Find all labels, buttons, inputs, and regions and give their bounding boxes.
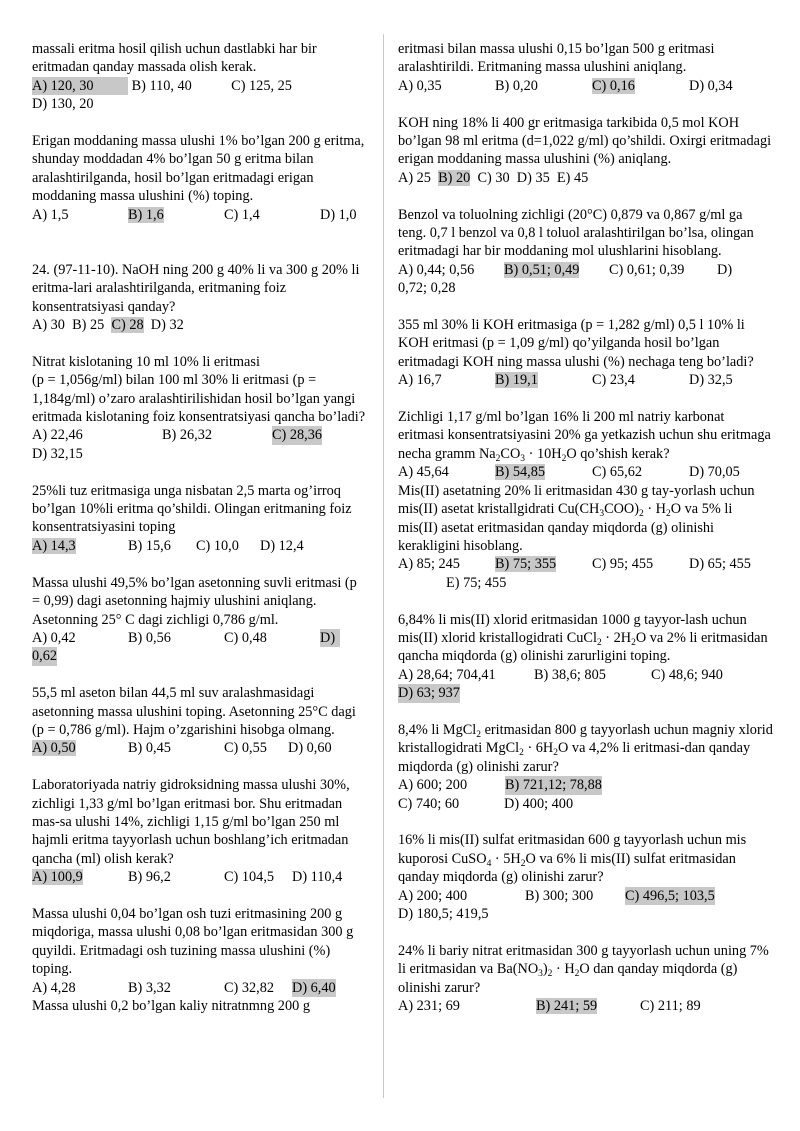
question-block (398, 316, 774, 390)
question-block (398, 482, 774, 592)
answer-options (398, 261, 774, 298)
answer-option: D) (717, 261, 733, 278)
answer-option: B) 15,6 (128, 537, 171, 554)
answer-option: D) (320, 629, 340, 647)
answer-option: B) 75; 355 (495, 556, 557, 573)
answer-option: A) 4,28 (32, 979, 76, 996)
answer-option: C) 1,4 (224, 206, 260, 223)
question-text: 16% li mis(II) sulfat eritmasidan 600 g tayyorlash uchun mis kuporosi CuSO$_4$ · $5H_2O$ va 6% li mis(II) sulfat eritmasidan qanday miqdorda (g) olinishi zarur? (398, 832, 747, 886)
question-block (398, 40, 774, 95)
answer-option: B) 0,45 (128, 740, 171, 757)
answer-option: B) 300; 300 (525, 887, 594, 904)
answer-option: C) 0,16 (592, 77, 635, 94)
answer-option: C) 48,6; 940 (651, 666, 723, 683)
question-text: 55,5 ml aseton bilan 44,5 ml suv aralashmasidagi asetonning massa ulushini toping. Asetonning 25°C dagi (32, 685, 356, 720)
answer-option: 0,72; 0,28 (398, 280, 456, 297)
answer-option: A) 200; 400 (398, 887, 468, 904)
answer-options (32, 739, 368, 757)
answer-option: D) 63; 937 (398, 685, 460, 702)
answer-option: B) 1,6 (128, 206, 164, 223)
answer-option: C) 104,5 (224, 869, 275, 886)
question-block (398, 942, 774, 1016)
question-block (398, 206, 774, 298)
question-block (398, 721, 774, 813)
answer-options (398, 887, 774, 924)
answer-option: D) 70,05 (689, 464, 740, 481)
question-text: Erigan moddaning massa ulushi 1% bo’lgan 200 g eritma, shunday moddadan 4% bo’lgan 50 g eritma bilan aralashtirilganda, hosil bo’lgan eritmadagi erigan moddaning massa ulushini (%) toping. (32, 133, 365, 205)
question-text: Laboratoriyada natriy gidroksidning massa ulushi 30%, zichligi 1,33 g/ml bo’lgan eritmasi bor. Shu eritmadan mas-sa ulushi 14%, zichligi 1,15 g/ml bo’lgan 250 ml hajmli eritma tayyorlash uchun boshlang’ich eritmadan qancha (ml) olish kerak? (32, 777, 350, 867)
question-text: (p = 0,786 g/ml). Hajm o’zgarishini hisobga olmang. (32, 721, 335, 738)
answer-option: A) 16,7 (398, 372, 442, 389)
answer-option: C) 10,0 (196, 537, 239, 554)
answer-option: B) 96,2 (128, 869, 171, 886)
answer-option: C) 28 (111, 317, 144, 334)
answer-option: C) 32,82 (224, 979, 275, 996)
question-text: Massa ulushi 0,04 bo’lgan osh tuzi eritmasining 200 g miqdoriga, massa ulushi 0,08 bo’lgan eritmasidan 300 g quyildi. Eritmadagi osh tuzining massa ulushini (%) toping. (32, 905, 354, 978)
answer-option: B) 241; 59 (536, 998, 598, 1014)
question-block (398, 611, 774, 703)
answer-option: C) 23,4 (592, 372, 635, 389)
answer-option: 0,62 (32, 648, 58, 665)
question-text: KOH ning 18% li 400 gr eritmasiga tarkibida 0,5 mol KOH bo’lgan 98 ml eritma (d=1,022 g/ml) qo’shildi. Oxirgi eritmadagi erigan moddaning massa ulushini (%) aniqlang. (398, 114, 772, 168)
answer-option: A) 1,5 (32, 206, 69, 223)
question-text: 355 ml 30% li KOH eritmasiga (p = 1,282 g/ml) 0,5 l 10% li KOH eritmasi (p = 1,09 g/ml) qo’yilganda hosil bo’lgan eritmadagi KOH ning massa ulushi (%) nechaga teng bo’ladi? (398, 317, 754, 370)
answer-option: A) 0,44; 0,56 (398, 261, 475, 278)
answer-option: D) 12,4 (260, 537, 304, 554)
question-text: Benzol va toluolning zichligi (20°C) 0,879 va 0,867 g/ml ga teng. 0,7 l benzol va 0,8 l toluol aralashtirilgan bo’lsa, olingan eritmadagi har bir moddaning mol ulushlarini hisoblang. (398, 206, 754, 260)
answer-option: C) 0,55 (224, 740, 267, 757)
answer-option: A) 231; 69 (398, 998, 460, 1014)
answer-option: A) 45,64 (398, 464, 449, 481)
answer-option: C) 30 (477, 169, 510, 186)
column-divider (383, 34, 384, 1098)
answer-option: A) 30 (32, 317, 65, 334)
question-block (398, 408, 774, 482)
answer-option: B) 20 (438, 169, 471, 186)
answer-options (398, 463, 774, 481)
answer-option: D) 0,34 (689, 77, 733, 94)
answer-option: D) 35 (516, 169, 550, 186)
answer-options (32, 629, 368, 666)
question-block (398, 831, 774, 923)
question-block (32, 905, 368, 1015)
answer-option: B) 110, 40 (131, 77, 192, 94)
answer-option: B) 25 (72, 317, 105, 334)
answer-options (398, 371, 774, 389)
question-text: 6,84% li mis(II) xlorid eritmasidan 1000 g tayyor-lash uchun mis(II) xlorid kristallogidrati CuCl$_2$ · $2H_2O$ va 2% li eritmasidan qancha miqdorda (g) olinishi zarurligini toping. (398, 611, 768, 665)
question-text: Massa ulushi 0,2 bo’lgan kaliy nitratnmng 200 g (32, 997, 310, 1014)
answer-option: C) 740; 60 (398, 795, 460, 812)
answer-option: C) 28,36 (272, 427, 323, 444)
answer-option: E) 75; 455 (446, 574, 507, 591)
right-column (398, 40, 774, 1015)
answer-options (32, 316, 368, 334)
question-text: (p = 1,056g/ml) bilan 100 ml 30% li eritmasi (p = 1,184g/ml) o’zaro aralashtirilishidan hosil bo’lgan yangi eritmada kislotaning foiz konsentratsiyasi qancha bo’ladi? (32, 372, 366, 426)
question-block (398, 114, 774, 188)
answer-option: C) 65,62 (592, 464, 643, 481)
answer-option: D) 65; 455 (689, 556, 751, 573)
question-text: Mis(II) asetatning 20% li eritmasidan 430 g tay-yorlash uchun mis(II) asetat kristallgidrati $Cu(CH_3COO)_2 \cdot H_2O$ va 5% li mis(II) asetat eritmasidan qanday miqdorda (g) olinishi kerakligini hisoblang. (398, 482, 755, 554)
question-text: Zichligi 1,17 g/ml bo’lgan 16% li 200 ml natriy karbonat eritmasi konsentratsiyasini 20% ga yetkazish uchun shu eritmaga necha gramm $Na_2CO_3 \cdot 10H_2O$ qo’shish kerak? (398, 409, 771, 464)
answer-option: B) 3,32 (128, 979, 171, 996)
answer-option: A) 28,64; 704,41 (398, 666, 496, 683)
answer-option: B) 0,20 (495, 77, 538, 94)
question-text: 8,4% li MgCl$_2$ eritmasidan 800 g tayyorlash uchun magniy xlorid kristallogidrati MgCl$_2$ · $6H_2O$ va 4,2% li eritmasi-dan qanday miqdorda (g) olinishi zarur? (398, 721, 773, 775)
answer-option: B) 26,32 (162, 427, 213, 444)
answer-option: A) 0,50 (32, 740, 76, 757)
answer-option: D) 180,5; 419,5 (398, 905, 489, 922)
answer-option: A) 85; 245 (398, 556, 460, 573)
question-text: 24% li bariy nitrat eritmasidan 300 g tayyorlash uchun uning 7% li eritmasidan va $Ba(NO_3)_2 \cdot H_2O$ dan qanday miqdorda (g) olinishi zarur? (398, 942, 769, 996)
answer-option: A) 120, 30 (32, 77, 128, 95)
answer-option: C) 0,61; 0,39 (609, 261, 685, 278)
answer-options (32, 77, 368, 114)
answer-option: C) 125, 25 (231, 77, 292, 94)
answer-option: C) 496,5; 103,5 (625, 887, 715, 904)
question-block (32, 574, 368, 666)
answer-option: B) 19,1 (495, 372, 538, 389)
question-text: Nitrat kislotaning 10 ml 10% li eritmasi (32, 353, 260, 370)
answer-option: B) 721,12; 78,88 (505, 777, 602, 794)
question-text: Massa ulushi 49,5% bo’lgan asetonning suvli eritmasi (p = 0,99) dagi asetonning hajmiy ulushini aniqlang. Asetonning 25° C dagi zichligi 0,786 g/ml. (32, 574, 357, 628)
answer-option: A) 0,35 (398, 77, 442, 94)
question-block (32, 132, 368, 224)
question-block (32, 261, 368, 335)
answer-option: D) 400; 400 (504, 795, 574, 812)
answer-options (32, 206, 368, 224)
answer-option: B) 38,6; 805 (534, 666, 606, 683)
answer-option: C) 0,48 (224, 629, 267, 646)
question-text: 24. (97-11-10). NaOH ning 200 g 40% li va 300 g 20% li eritma-lari aralashtirilganda, eritmaning foiz konsentratsiyasi qanday? (32, 261, 360, 315)
left-column (32, 40, 368, 1015)
answer-option: C) 211; 89 (640, 998, 701, 1014)
question-text: eritmasi bilan massa ulushi 0,15 bo’lgan 500 g eritmasi aralashtirildi. Eritmaning massa ulushini aniqlang. (398, 41, 715, 76)
question-block (32, 353, 368, 463)
answer-options (32, 537, 368, 555)
answer-options (32, 979, 368, 997)
answer-option: A) 600; 200 (398, 777, 468, 794)
question-block (32, 684, 368, 758)
answer-options (398, 169, 774, 187)
answer-option: D) 0,60 (288, 740, 332, 757)
answer-option: B) 0,51; 0,49 (504, 261, 580, 278)
answer-options (398, 776, 774, 813)
answer-option: A) 25 (398, 169, 431, 186)
answer-option: A) 0,42 (32, 629, 76, 646)
answer-option: D) 32,15 (32, 445, 83, 462)
answer-option: C) 95; 455 (592, 556, 654, 573)
answer-options (398, 997, 774, 1015)
answer-options (398, 666, 774, 703)
answer-options (398, 77, 774, 95)
question-text: 25%li tuz eritmasiga unga nisbatan 2,5 marta og’irroq bo’lgan 10%li eritma qo’shildi. Olingan eritmaning foiz konsentratsiyasini toping (32, 482, 352, 536)
answer-option: B) 0,56 (128, 629, 171, 646)
question-block (32, 40, 368, 114)
answer-option: D) 32 (150, 317, 184, 334)
answer-options (32, 868, 368, 886)
answer-option: A) 14,3 (32, 537, 76, 554)
answer-option: D) 110,4 (292, 869, 343, 886)
answer-option: A) 22,46 (32, 427, 83, 444)
answer-option: D) 32,5 (689, 372, 733, 389)
answer-options (32, 426, 368, 463)
answer-option: D) 130, 20 (32, 96, 94, 113)
answer-option: D) 6,40 (292, 979, 336, 996)
question-text: massali eritma hosil qilish uchun dastlabki har bir eritmadan qanday massada olish kerak. (32, 41, 317, 76)
answer-option: D) 1,0 (320, 206, 357, 223)
question-block (32, 776, 368, 886)
question-block (32, 482, 368, 556)
answer-option: B) 54,85 (495, 464, 546, 481)
answer-option: E) 45 (556, 169, 589, 186)
answer-option: A) 100,9 (32, 869, 83, 886)
answer-options (398, 555, 774, 592)
